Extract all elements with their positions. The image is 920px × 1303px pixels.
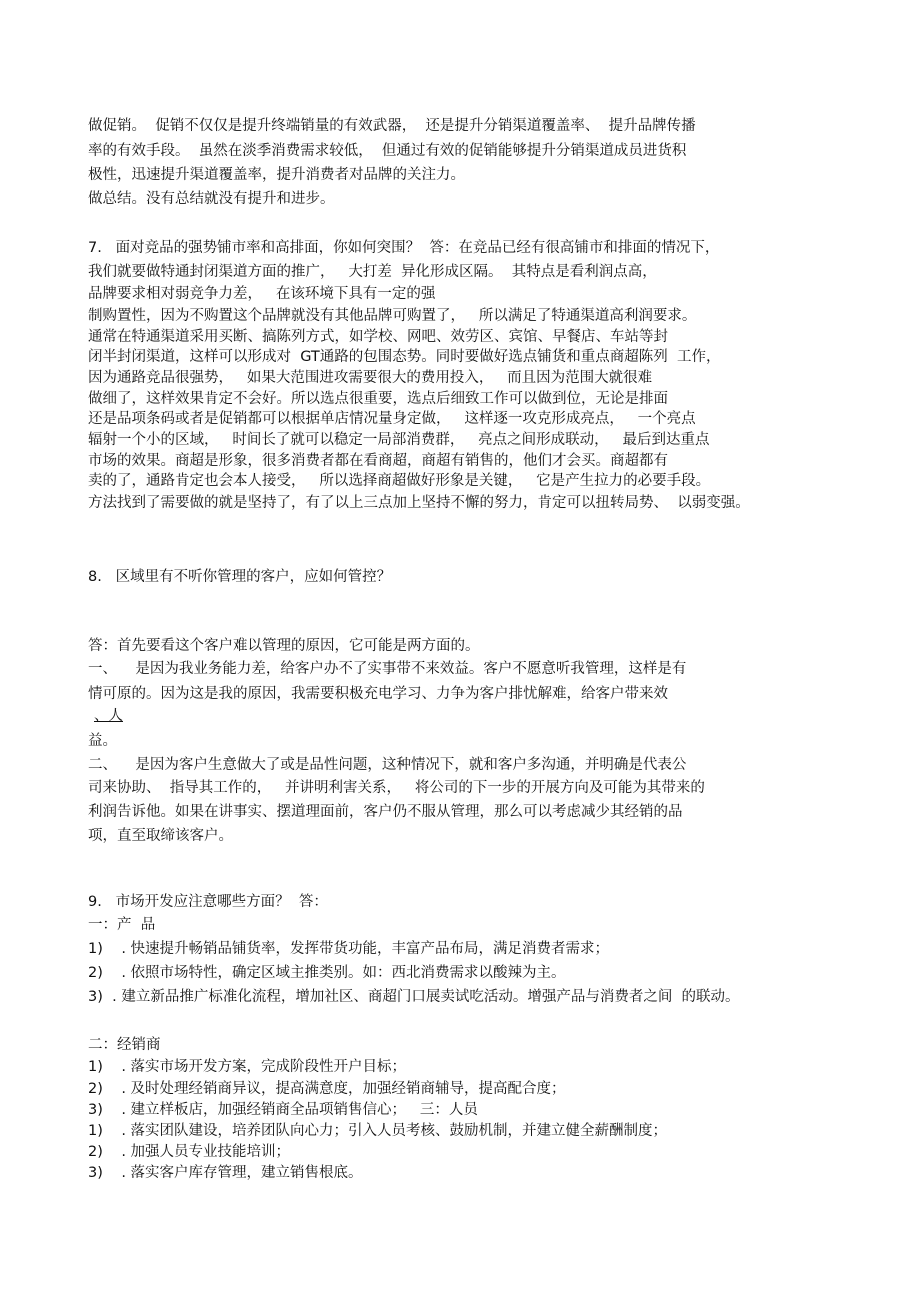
list-item: 1) . 落实团队建设，培养团队向心力；引入人员考核、鼓励机制，并建立健全薪酬制度； — [88, 1123, 668, 1139]
paragraph-line: 我们就要做特通封闭渠道方面的推广， 大打差 异化形成区隔。 其特点是看利润点高， — [88, 264, 657, 280]
paragraph-line: 方法找到了需要做的就是坚持了，有了以上三点加上坚持不懈的努力，肯定可以扭转局势、 以弱变强。 — [88, 495, 750, 511]
list-item: 1) . 快速提升畅销品铺货率，发挥带货功能，丰富产品布局，满足消费者需求； — [88, 941, 610, 957]
answer-line: 一、 是因为我业务能力差，给客户办不了实事带不来效益。客户不愿意听我管理，这样是有 — [88, 661, 687, 677]
paragraph-line: 通常在特通渠道采用买断、搞陈列方式，如学校、网吧、效劳区、宾馆、早餐店、车站等封 — [88, 329, 668, 345]
answer-line: 利润告诉他。如果在讲事实、摆道理面前，客户仍不服从管理，那么可以考虑减少其经销的品 — [88, 804, 683, 820]
answer-line: 项，直至取缔该客户。 — [88, 828, 233, 844]
paragraph-line: 率的有效手段。 虽然在淡季消费需求较低， 但通过有效的促销能够提升分销渠道成员进货积 — [88, 143, 687, 159]
list-item: 3) . 建立样板店，加强经销商全品项销售信心； 三：人员 — [88, 1102, 478, 1118]
answer-line: 情可原的。因为这是我的原因，我需要积极充电学习、力争为客户排忧解难，给客户带来效 — [88, 686, 668, 702]
list-item: 3) . 落实客户库存管理，建立销售根底。 — [88, 1165, 363, 1181]
paragraph-line: 市场的效果。商超是形象，很多消费者都在看商超，商超有销售的，他们才会买。商超都有 — [88, 453, 668, 469]
paragraph-line: 做总结。没有总结就没有提升和进步。 — [88, 191, 335, 207]
paragraph-line: 品牌要求相对弱竞争力差， 在该环境下具有一定的强 — [88, 286, 436, 302]
answer-line: 司来协助、 指导其工作的， 并讲明利害关系， 将公司的下一步的开展方向及可能为其带来的 — [88, 780, 705, 796]
paragraph-line: 辐射一个小的区域， 时间长了就可以稳定一局部消费群， 亮点之间形成联动， 最后到达重点 — [88, 432, 710, 448]
question-7-line: 7. 面对竞品的强势铺市率和高排面，你如何突围？ 答：在竞品已经有很高铺市和排面的情况下， — [88, 240, 720, 256]
answer-line: 答：首先要看这个客户难以管理的原因，它可能是两方面的。 — [88, 638, 480, 654]
question-8-heading: 8. 区域里有不听你管理的客户，应如何管控？ — [88, 569, 392, 585]
paragraph-line: 因为通路竞品很强势， 如果大范围进攻需要很大的费用投入， 而且因为范围大就很难 — [88, 370, 653, 386]
paragraph-line: 闭半封闭渠道，这样可以形成对 GT通路的包围态势。同时要做好选点铺货和重点商超陈列 工作， — [88, 349, 721, 365]
paragraph-line: 制购置性，因为不购置这个品牌就没有其他品牌可购置了， 所以满足了特通渠道高利润要求。 — [88, 308, 697, 324]
paragraph-line: 还是品项条码或者是促销都可以根据单店情况量身定做， 这样逐一攻克形成亮点， 一个亮点 — [88, 411, 696, 427]
paragraph-line: 做细了，这样效果肯定不会好。所以选点很重要，选点后细致工作可以做到位，无论是排面 — [88, 391, 668, 407]
paragraph-line: 做促销。 促销不仅仅是提升终端销量的有效武器， 还是提升分销渠道覆盖率、 提升品牌传播 — [88, 118, 696, 134]
paragraph-line: 极性，迅速提升渠道覆盖率，提升消费者对品牌的关注力。 — [88, 167, 465, 183]
list-item: 2) . 及时处理经销商异议，提高满意度，加强经销商辅导，提高配合度； — [88, 1081, 566, 1097]
question-9-heading: 9. 市场开发应注意哪些方面？ 答： — [88, 894, 328, 910]
answer-line: 益。 — [88, 733, 117, 749]
answer-line: 二、 是因为客户生意做大了或是品性问题，这种情况下，就和客户多沟通，并明确是代表公 — [88, 757, 687, 773]
list-item: 3) . 建立新品推广标准化流程，增加社区、商超门口展卖试吃活动。增强产品与消费者之间 的联动。 — [88, 989, 740, 1005]
list-item: 2) . 加强人员专业技能培训； — [88, 1144, 291, 1160]
paragraph-line: 卖的了，通路肯定也会本人接受， 所以选择商超做好形象是关键， 它是产生拉力的必要手段。 — [88, 473, 711, 489]
list-item: 2) . 依照市场特性，确定区域主推类别。如：西北消费需求以酸辣为主。 — [88, 965, 566, 981]
section-heading-dealer: 二：经销商 — [88, 1037, 161, 1053]
section-heading-product: 一：产 品 — [88, 917, 156, 933]
text-fragment: 、人 — [94, 708, 123, 724]
list-item: 1) . 落实市场开发方案，完成阶段性开户目标； — [88, 1059, 407, 1075]
